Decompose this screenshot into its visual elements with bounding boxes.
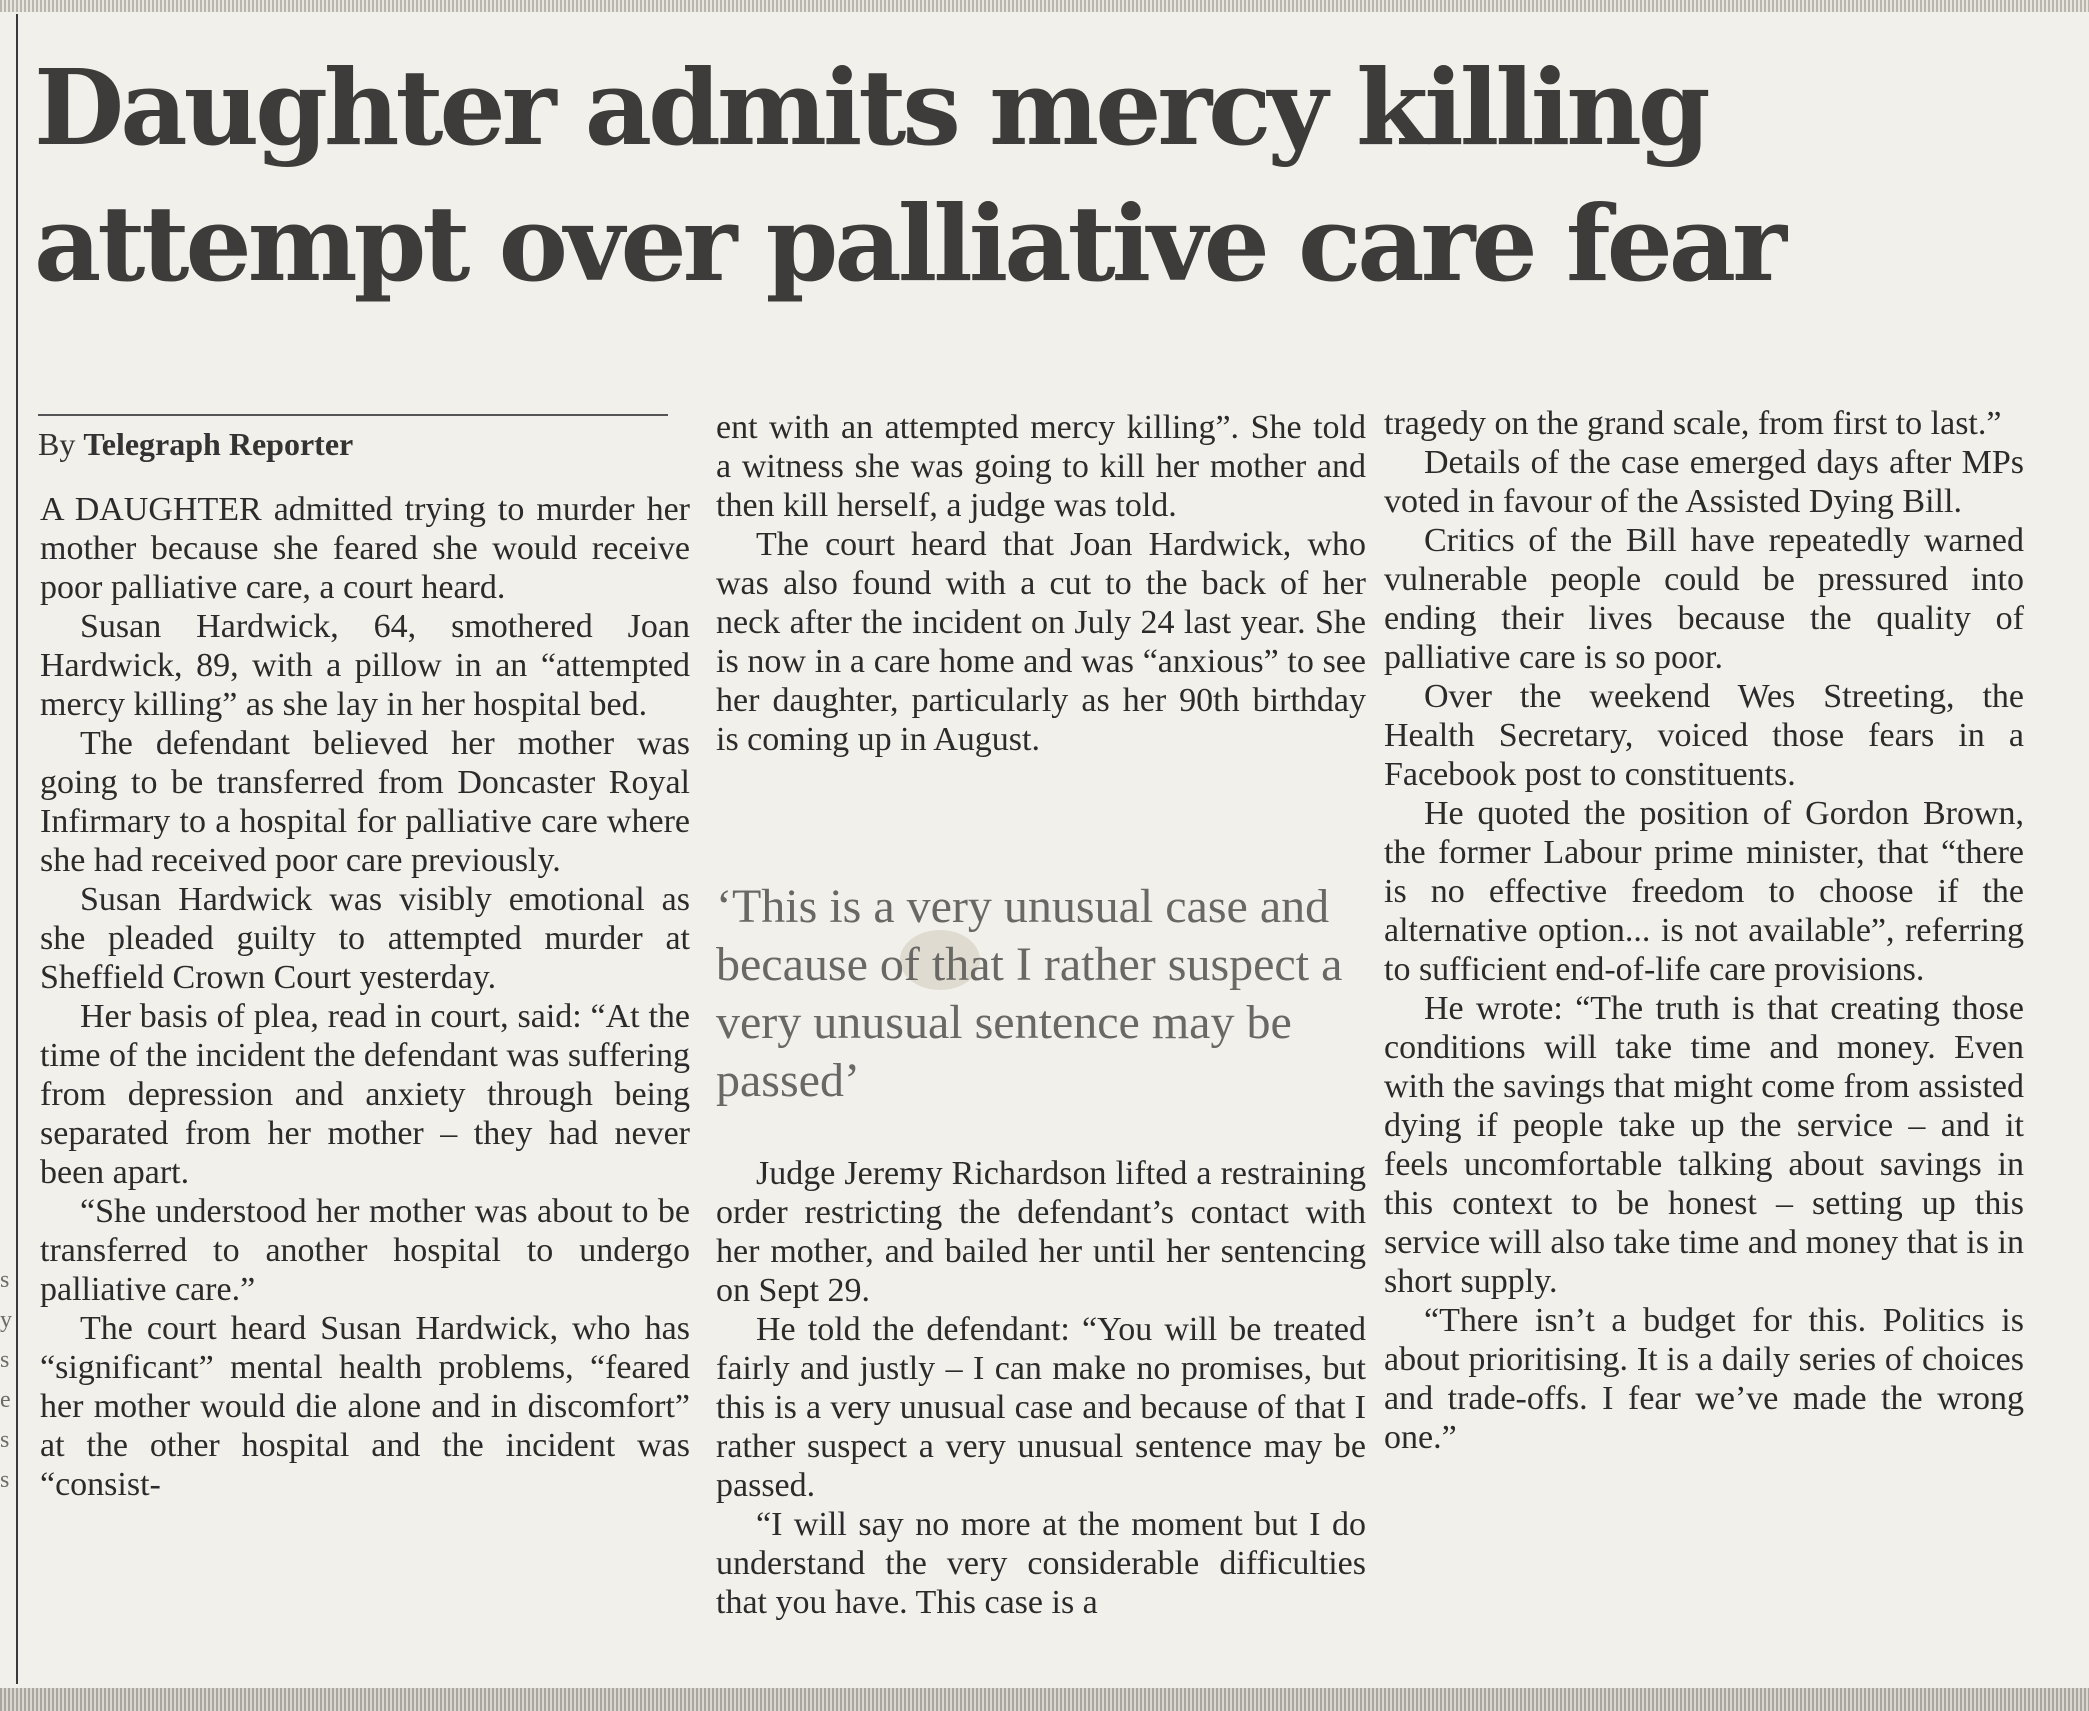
paragraph: Judge Jeremy Richardson lifted a restraining order restricting the defendant’s contact with her mother, and bailed her until her sentencing on Sept 29.	[716, 1155, 1366, 1309]
paragraph: ent with an attempted mercy killing”. She told a witness she was going to kill her mother and then kill herself, a judge was told.	[716, 409, 1366, 524]
paragraph: Over the weekend Wes Streeting, the Health Secretary, voiced those fears in a Facebook post to constituents.	[1384, 678, 2024, 793]
paragraph: A DAUGHTER admitted trying to murder her mother because she feared she would receive poor palliative care, a court heard.	[40, 491, 690, 606]
fragment: s	[0, 1347, 10, 1373]
headline: Daughter admits mercy killing attempt over palliative care fear	[34, 46, 1783, 305]
fragment: s	[0, 1467, 10, 1493]
column-1	[40, 490, 690, 1504]
byline-name: Telegraph Reporter	[83, 426, 354, 462]
adjacent-page-strip-top	[0, 0, 2089, 12]
adjacent-column-fragments	[0, 1260, 12, 1500]
column-3	[1384, 404, 2024, 1457]
adjacent-page-strip-bottom	[0, 1688, 2089, 1711]
fragment: e	[0, 1387, 11, 1413]
paragraph: Details of the case emerged days after MPs voted in favour of the Assisted Dying Bill.	[1384, 444, 2024, 520]
column-rule	[16, 14, 18, 1684]
paragraph: Susan Hardwick was visibly emotional as she pleaded guilty to attempted murder at Sheffield Crown Court yesterday.	[40, 881, 690, 996]
paragraph: “There isn’t a budget for this. Politics is about prioritising. It is a daily series of choices and trade-offs. I fear we’ve made the wrong one.”	[1384, 1302, 2024, 1456]
paragraph: He wrote: “The truth is that creating those conditions will take time and money. Even with the savings that might come from assisted dying if people take up the service – and it feels uncomfortable talking about savings in this context to be honest – setting up this service will also take time and money that is in short supply.	[1384, 990, 2024, 1300]
fragment: y	[0, 1307, 12, 1333]
paragraph: He told the defendant: “You will be treated fairly and justly – I can make no promises, but this is a very unusual case and because of that I rather suspect a very unusual sentence may be passed.	[716, 1311, 1366, 1504]
byline-rule	[38, 414, 668, 416]
paragraph: Her basis of plea, read in court, said: “At the time of the incident the defendant was suffering from depression and anxiety through being separated from her mother – they had never been apart.	[40, 998, 690, 1191]
paragraph: “I will say no more at the moment but I do understand the very considerable difficulties that you have. This case is a	[716, 1506, 1366, 1621]
paragraph: The court heard that Joan Hardwick, who was also found with a cut to the back of her neck after the incident on July 24 last year. She is now in a care home and was “anxious” to see her daughter, particularly as her 90th birthday is coming up in August.	[716, 526, 1366, 758]
paragraph: tragedy on the grand scale, from first to last.”	[1384, 405, 2002, 442]
paragraph: Critics of the Bill have repeatedly warned vulnerable people could be pressured into ending their lives because the quality of palliative care is so poor.	[1384, 522, 2024, 676]
byline-prefix: By	[38, 426, 84, 462]
pull-quote: ‘This is a very unusual case and because of that I rather suspect a very unusual sentence may be passed’	[716, 880, 1343, 1107]
paragraph: “She understood her mother was about to be transferred to another hospital to undergo palliative care.”	[40, 1193, 690, 1308]
paragraph: Susan Hardwick, 64, smothered Joan Hardwick, 89, with a pillow in an “attempted mercy killing” as she lay in her hospital bed.	[40, 608, 690, 723]
column-2-bottom	[716, 1154, 1366, 1622]
paragraph: The court heard Susan Hardwick, who has “significant” mental health problems, “feared her mother would die alone and in discomfort” at the other hospital and the incident was “consist-	[40, 1310, 690, 1503]
column-2-top	[716, 408, 1366, 759]
fragment: s	[0, 1427, 10, 1453]
byline	[38, 424, 678, 464]
paragraph: He quoted the position of Gordon Brown, the former Labour prime minister, that “there is no effective freedom to choose if the alternative option... is not available”, referring to sufficient end-of-life care provisions.	[1384, 795, 2024, 988]
paragraph: The defendant believed her mother was going to be transferred from Doncaster Royal Infirmary to a hospital for palliative care where she had received poor care previously.	[40, 725, 690, 879]
fragment: s	[0, 1267, 10, 1293]
